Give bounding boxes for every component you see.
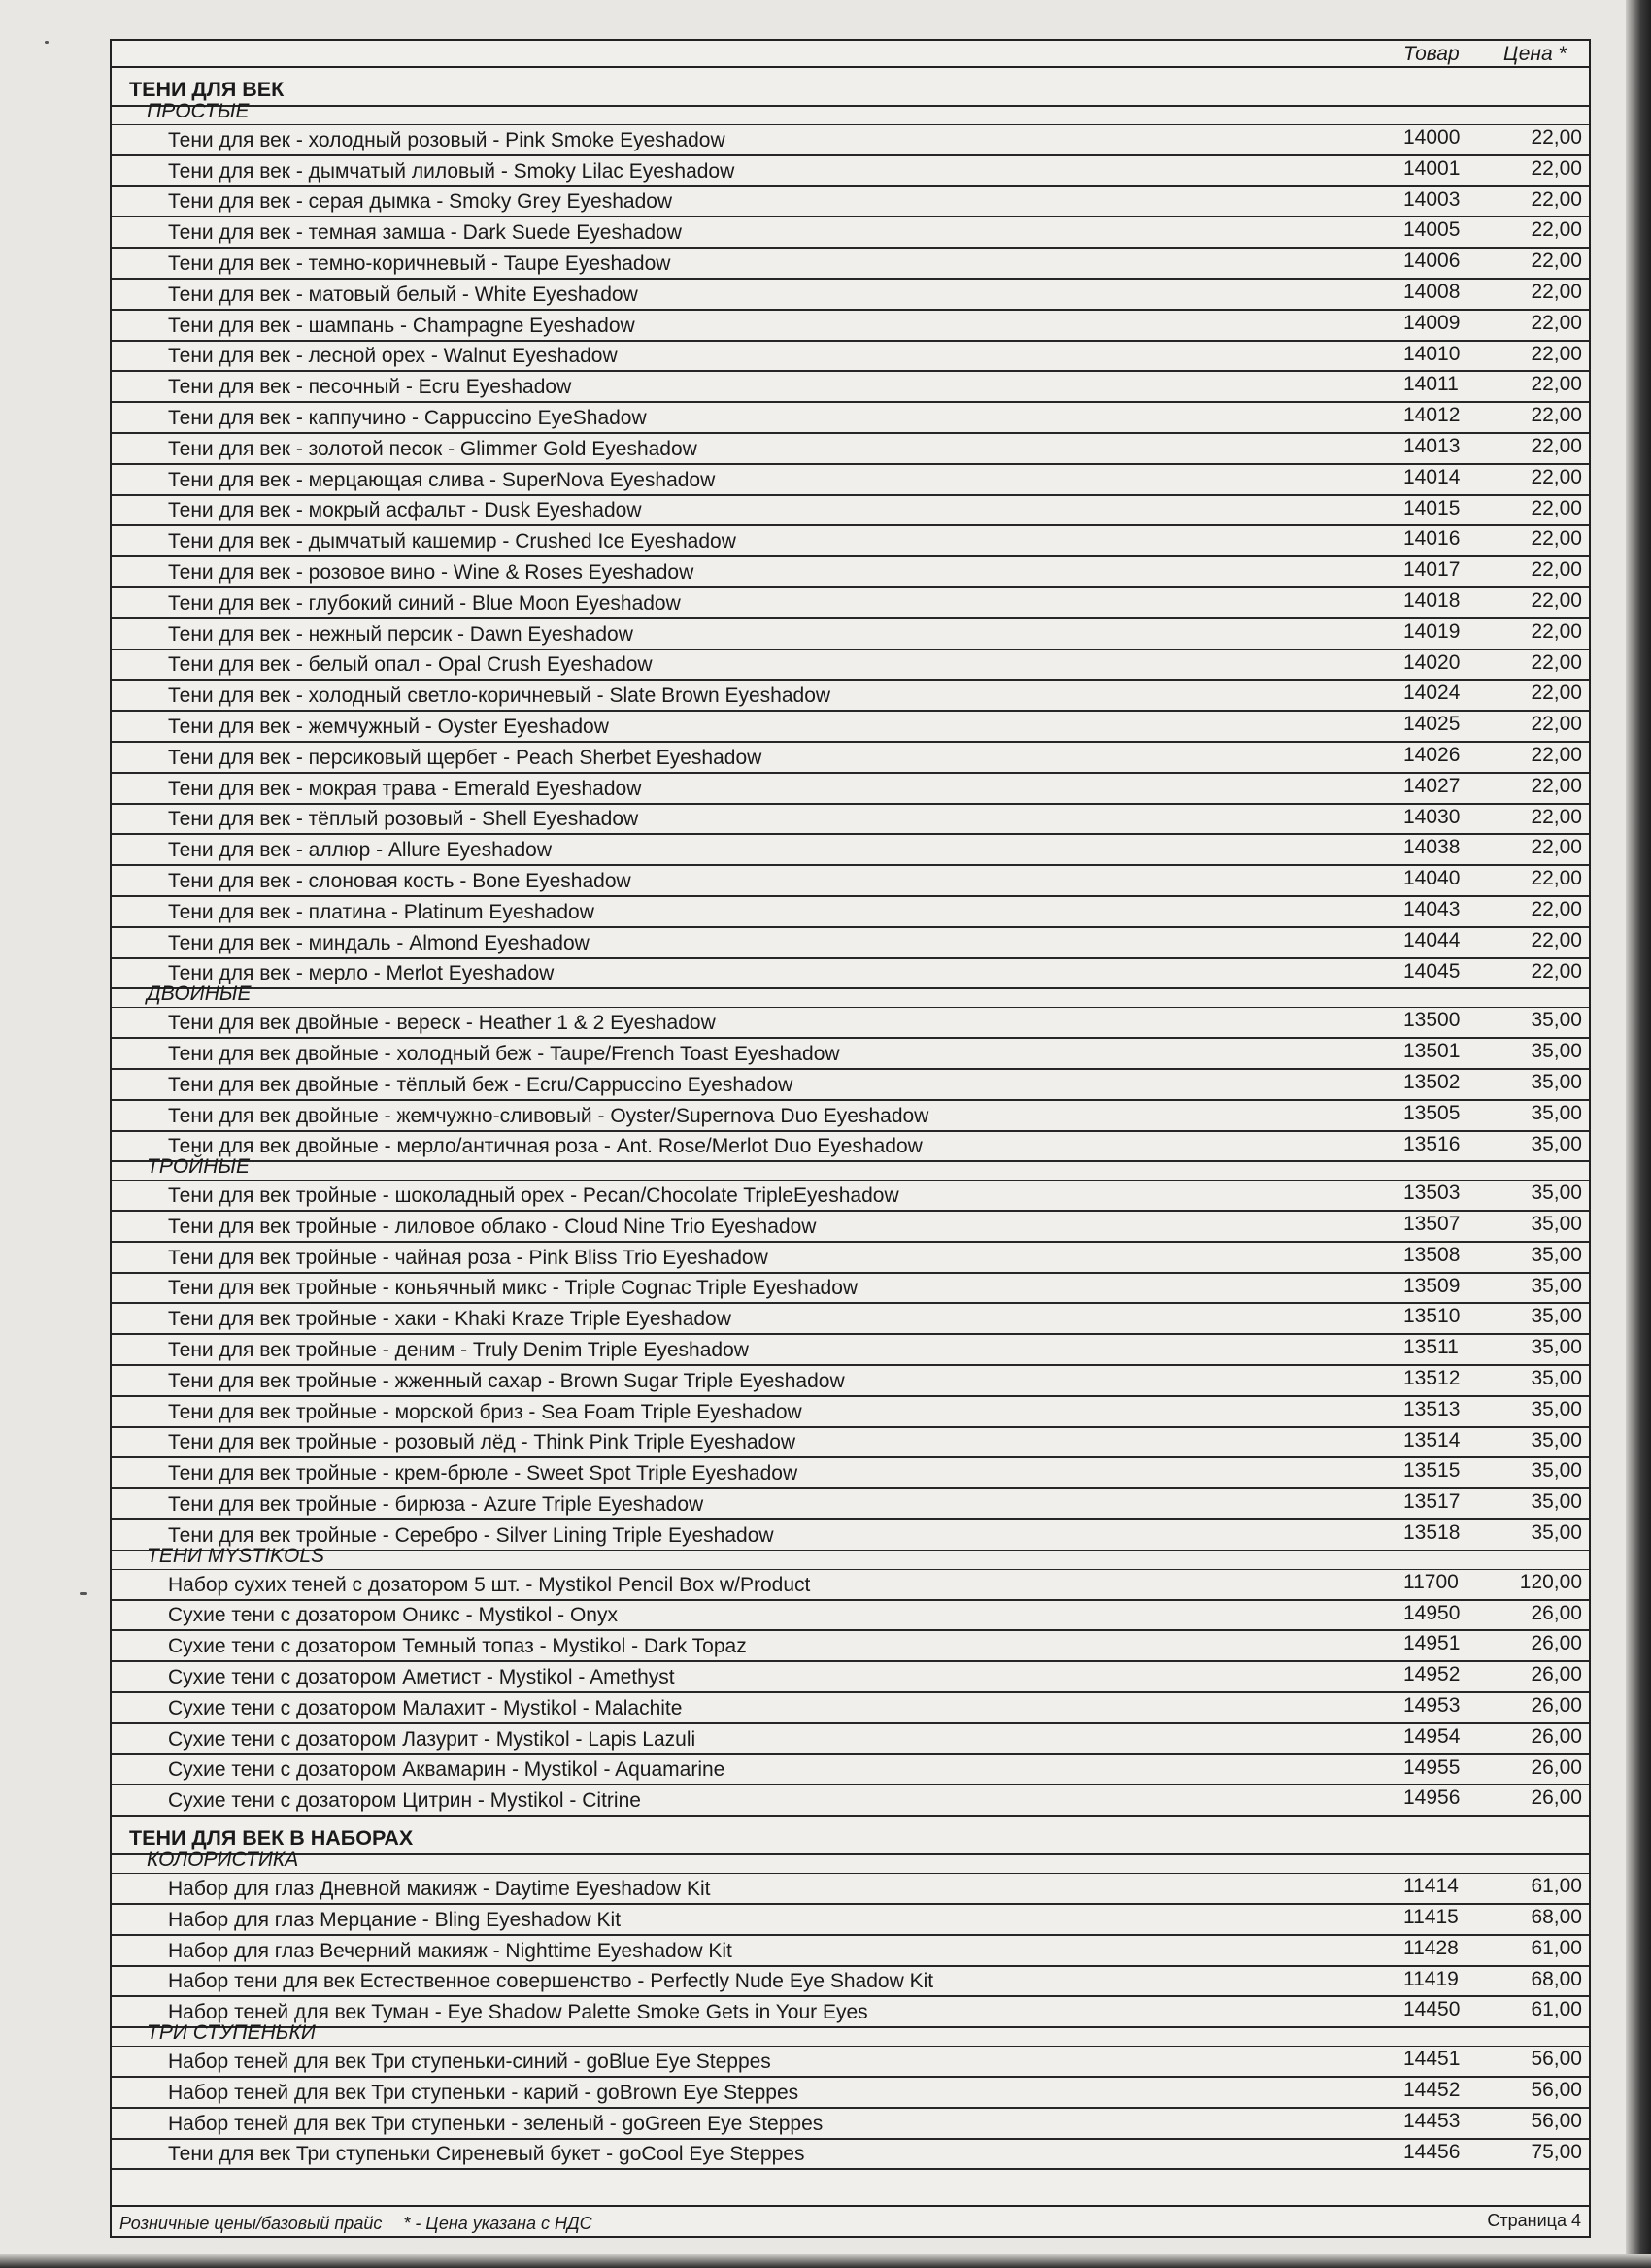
table-row xyxy=(112,681,1589,712)
table-row xyxy=(112,1785,1589,1817)
product-price: 35,00 xyxy=(1531,1182,1582,1205)
product-name: Сухие тени с дозатором Темный топаз - Mystikol - Dark Topaz xyxy=(168,1635,747,1658)
product-code: 14009 xyxy=(1403,311,1461,334)
product-price: 22,00 xyxy=(1531,928,1582,951)
product-price: 35,00 xyxy=(1531,1305,1582,1328)
product-name: Тени для век тройные - розовый лёд - Think Pink Triple Eyeshadow xyxy=(168,1431,796,1454)
table-row xyxy=(112,280,1589,311)
product-price: 22,00 xyxy=(1531,187,1582,211)
table-row xyxy=(112,403,1589,434)
product-code: 14451 xyxy=(1403,2048,1461,2071)
product-name: Тени для век - мерло - Merlot Eyeshadow xyxy=(168,962,555,985)
product-code: 13507 xyxy=(1403,1213,1461,1236)
product-code: 14020 xyxy=(1403,650,1461,674)
product-price: 56,00 xyxy=(1531,2109,1582,2132)
table-row xyxy=(112,1070,1589,1101)
product-code: 14013 xyxy=(1403,434,1461,457)
product-name: Тени для век двойные - жемчужно-сливовый - Oyster/Supernova Duo Eyeshadow xyxy=(168,1104,929,1127)
product-price: 35,00 xyxy=(1531,1213,1582,1236)
product-price: 56,00 xyxy=(1531,2048,1582,2071)
table-row xyxy=(112,125,1589,156)
product-name: Тени для век - мокрый асфальт - Dusk Eyeshadow xyxy=(168,499,642,522)
product-code: 14011 xyxy=(1403,373,1459,396)
scan-edge-bottom xyxy=(0,2254,1651,2268)
product-price: 26,00 xyxy=(1531,1632,1582,1655)
product-name: Тени для век - белый опал - Opal Crush Eyeshadow xyxy=(168,653,653,677)
section-header-row xyxy=(112,68,1589,107)
product-price: 22,00 xyxy=(1531,280,1582,303)
subsection-title: ТРИ СТУПЕНЬКИ xyxy=(147,2021,316,2045)
product-price: 35,00 xyxy=(1531,1132,1582,1155)
table-row xyxy=(112,1662,1589,1693)
product-price: 26,00 xyxy=(1531,1663,1582,1686)
product-name: Тени для век - платина - Platinum Eyeshadow xyxy=(168,900,594,923)
product-code: 13517 xyxy=(1403,1490,1461,1514)
product-price: 35,00 xyxy=(1531,1070,1582,1093)
product-code: 14003 xyxy=(1403,187,1461,211)
product-name: Тени для век - серая дымка - Smoky Grey Eyeshadow xyxy=(168,190,673,214)
table-row xyxy=(112,1997,1589,2028)
table-row xyxy=(112,1304,1589,1335)
product-price: 22,00 xyxy=(1531,250,1582,273)
product-name: Тени для век тройные - лиловое облако - Cloud Nine Trio Eyeshadow xyxy=(168,1215,817,1238)
footer-left xyxy=(119,2214,592,2234)
product-price: 22,00 xyxy=(1531,218,1582,242)
product-price: 22,00 xyxy=(1531,156,1582,180)
product-code: 13503 xyxy=(1403,1182,1461,1205)
product-code: 11428 xyxy=(1403,1936,1459,1959)
table-row xyxy=(112,1274,1589,1305)
subsection-header-row xyxy=(112,100,1589,125)
table-row xyxy=(112,959,1589,990)
product-code: 13511 xyxy=(1403,1336,1459,1359)
product-price: 22,00 xyxy=(1531,342,1582,365)
product-code: 14951 xyxy=(1403,1632,1461,1655)
product-price: 61,00 xyxy=(1531,1936,1582,1959)
product-name: Тени для век тройные - крем-брюле - Sweet Spot Triple Eyeshadow xyxy=(168,1462,798,1485)
product-name: Тени для век - шампань - Champagne Eyeshadow xyxy=(168,314,635,337)
table-row xyxy=(112,1520,1589,1551)
product-code: 14014 xyxy=(1403,465,1461,488)
table-row xyxy=(112,311,1589,342)
product-name: Тени для век - аллюр - Allure Eyeshadow xyxy=(168,839,553,862)
product-code: 14955 xyxy=(1403,1755,1461,1779)
product-name: Тени для век Три ступеньки Сиреневый букет - goCool Eye Steppes xyxy=(168,2143,805,2166)
product-name: Набор для глаз Дневной макияж - Daytime Eyeshadow Kit xyxy=(168,1878,711,1901)
table-row xyxy=(112,1243,1589,1274)
footer-price-type: Розничные цены/базовый прайс xyxy=(119,2214,383,2233)
product-price: 22,00 xyxy=(1531,434,1582,457)
subsection-title: КОЛОРИСТИКА xyxy=(147,1849,299,1872)
product-price: 26,00 xyxy=(1531,1601,1582,1624)
table-row xyxy=(112,835,1589,866)
table-row xyxy=(112,897,1589,928)
product-code: 13502 xyxy=(1403,1070,1461,1093)
subsection-title: ТРОЙНЫЕ xyxy=(147,1155,250,1179)
product-code: 14453 xyxy=(1403,2109,1461,2132)
table-row xyxy=(112,496,1589,527)
table-row xyxy=(112,1693,1589,1724)
product-name: Тени для век - холодный светло-коричневый - Slate Brown Eyeshadow xyxy=(168,684,831,708)
product-code: 14010 xyxy=(1403,342,1461,365)
column-code-label: Товар xyxy=(1403,43,1460,65)
product-price: 22,00 xyxy=(1531,496,1582,519)
section-title: ТЕНИ ДЛЯ ВЕК xyxy=(129,78,285,101)
product-code: 14043 xyxy=(1403,897,1461,920)
table-row xyxy=(112,187,1589,218)
table-row xyxy=(112,1724,1589,1755)
product-code: 14040 xyxy=(1403,867,1461,890)
table-row xyxy=(112,619,1589,650)
product-code: 14044 xyxy=(1403,928,1461,951)
product-code: 11419 xyxy=(1403,1967,1459,1990)
product-code: 14017 xyxy=(1403,558,1461,582)
product-price: 68,00 xyxy=(1531,1967,1582,1990)
section-title: ТЕНИ ДЛЯ ВЕК В НАБОРАХ xyxy=(129,1826,414,1851)
table-row xyxy=(112,1631,1589,1662)
product-price: 35,00 xyxy=(1531,1040,1582,1063)
product-name: Набор теней для век Три ступеньки - зеленый - goGreen Eye Steppes xyxy=(168,2112,824,2135)
product-name: Сухие тени с дозатором Цитрин - Mystikol - Citrine xyxy=(168,1789,641,1813)
table-row xyxy=(112,342,1589,373)
product-code: 14001 xyxy=(1403,156,1461,180)
table-row xyxy=(112,1936,1589,1967)
product-price: 68,00 xyxy=(1531,1906,1582,1929)
product-code: 14006 xyxy=(1403,250,1461,273)
product-code: 13516 xyxy=(1403,1132,1461,1155)
product-price: 22,00 xyxy=(1531,805,1582,828)
section-header-row xyxy=(112,1817,1589,1855)
product-price: 22,00 xyxy=(1531,126,1582,149)
subsection-header-row xyxy=(112,1849,1589,1874)
product-code: 14016 xyxy=(1403,527,1461,550)
product-price: 22,00 xyxy=(1531,311,1582,334)
product-name: Тени для век тройные - бирюза - Azure Triple Eyeshadow xyxy=(168,1493,704,1517)
product-code: 14950 xyxy=(1403,1601,1461,1624)
product-price: 35,00 xyxy=(1531,1367,1582,1390)
product-price: 61,00 xyxy=(1531,1998,1582,2021)
table-row xyxy=(112,712,1589,743)
product-code: 13501 xyxy=(1403,1040,1461,1063)
product-name: Сухие тени с дозатором Малахит - Mystikol - Malachite xyxy=(168,1696,683,1719)
product-code: 14954 xyxy=(1403,1724,1461,1748)
subsection-title: ДВОИНЫЕ xyxy=(147,983,252,1006)
product-name: Тени для век - темная замша - Dark Suede Eyeshadow xyxy=(168,221,682,245)
product-name: Сухие тени с дозатором Лазурит - Mystikol - Lapis Lazuli xyxy=(168,1727,696,1751)
table-row xyxy=(112,1428,1589,1459)
table-row xyxy=(112,1458,1589,1489)
product-price: 22,00 xyxy=(1531,558,1582,582)
table-row xyxy=(112,588,1589,619)
product-code: 14452 xyxy=(1403,2079,1461,2102)
product-price: 26,00 xyxy=(1531,1694,1582,1718)
product-code: 13509 xyxy=(1403,1274,1461,1297)
product-code: 13513 xyxy=(1403,1397,1461,1420)
product-code: 11700 xyxy=(1403,1570,1459,1593)
product-code: 14000 xyxy=(1403,126,1461,149)
product-code: 14015 xyxy=(1403,496,1461,519)
product-name: Тени для век - мокрая трава - Emerald Eyeshadow xyxy=(168,777,642,800)
table-row xyxy=(112,1397,1589,1428)
table-row xyxy=(112,1132,1589,1163)
product-price: 35,00 xyxy=(1531,1243,1582,1266)
product-name: Сухие тени с дозатором Аметист - Mystikol - Amethyst xyxy=(168,1666,675,1689)
table-row xyxy=(112,217,1589,249)
table-row xyxy=(112,1570,1589,1601)
product-name: Тени для век - тёплый розовый - Shell Eyeshadow xyxy=(168,808,639,831)
product-code: 14019 xyxy=(1403,619,1461,643)
product-price: 35,00 xyxy=(1531,1397,1582,1420)
scan-speck xyxy=(80,1592,87,1595)
table-row xyxy=(112,1039,1589,1070)
subsection-title: ПРОСТЫЕ xyxy=(147,100,250,122)
product-code: 14005 xyxy=(1403,218,1461,242)
table-row xyxy=(112,650,1589,682)
product-code: 13505 xyxy=(1403,1101,1461,1124)
subsection-title: ТЕНИ MYSTIKOLS xyxy=(147,1544,325,1567)
column-header xyxy=(112,41,1589,68)
product-name: Тени для век - розовое вино - Wine & Roses Eyeshadow xyxy=(168,560,694,584)
product-code: 14952 xyxy=(1403,1663,1461,1686)
product-price: 26,00 xyxy=(1531,1755,1582,1779)
table-row xyxy=(112,1335,1589,1366)
subsection-header-row xyxy=(112,983,1589,1008)
product-name: Тени для век тройные - жженный сахар - Brown Sugar Triple Eyeshadow xyxy=(168,1369,845,1392)
product-name: Набор теней для век Три ступеньки - карий - goBrown Eye Steppes xyxy=(168,2081,799,2104)
product-price: 22,00 xyxy=(1531,836,1582,859)
product-code: 14026 xyxy=(1403,743,1461,766)
page-number: Страница 4 xyxy=(1487,2211,1581,2230)
product-code: 14953 xyxy=(1403,1694,1461,1718)
table-row xyxy=(112,434,1589,465)
column-price-label: Цена * xyxy=(1503,43,1567,65)
table-row xyxy=(112,1489,1589,1520)
product-name: Набор теней для век Туман - Eye Shadow Palette Smoke Gets in Your Eyes xyxy=(168,2001,868,2024)
table-row xyxy=(112,372,1589,403)
product-price: 26,00 xyxy=(1531,1786,1582,1810)
product-name: Тени для век - матовый белый - White Eyeshadow xyxy=(168,283,638,306)
product-name: Тени для век - темно-коричневый - Taupe Eyeshadow xyxy=(168,251,671,275)
table-row xyxy=(112,2140,1589,2171)
table-row xyxy=(112,1181,1589,1212)
product-price: 35,00 xyxy=(1531,1490,1582,1514)
table-row xyxy=(112,465,1589,496)
product-name: Тени для век тройные - морской бриз - Sea Foam Triple Eyeshadow xyxy=(168,1400,802,1423)
product-name: Тени для век - дымчатый кашемир - Crushed Ice Eyeshadow xyxy=(168,530,736,553)
product-price: 35,00 xyxy=(1531,1521,1582,1545)
product-name: Тени для век двойные - холодный беж - Taupe/French Toast Eyeshadow xyxy=(168,1042,840,1065)
table-row xyxy=(112,928,1589,959)
price-table xyxy=(112,68,1589,2170)
product-price: 22,00 xyxy=(1531,867,1582,890)
product-name: Тени для век - персиковый щербет - Peach Sherbet Eyeshadow xyxy=(168,746,762,769)
product-code: 14012 xyxy=(1403,404,1461,427)
product-price: 22,00 xyxy=(1531,774,1582,797)
table-row xyxy=(112,1905,1589,1936)
product-name: Тени для век тройные - хаки - Khaki Kraze Triple Eyeshadow xyxy=(168,1308,731,1331)
product-name: Тени для век - дымчатый лиловый - Smoky Lilac Eyeshadow xyxy=(168,159,735,183)
product-name: Тени для век двойные - мерло/античная роза - Ant. Rose/Merlot Duo Eyeshadow xyxy=(168,1135,923,1158)
product-code: 14008 xyxy=(1403,280,1461,303)
product-code: 14450 xyxy=(1403,1998,1461,2021)
product-name: Набор сухих теней с дозатором 5 шт. - Mystikol Pencil Box w/Product xyxy=(168,1573,811,1596)
table-row xyxy=(112,1366,1589,1397)
product-price: 35,00 xyxy=(1531,1101,1582,1124)
table-row xyxy=(112,1601,1589,1632)
table-row xyxy=(112,2078,1589,2109)
product-price: 26,00 xyxy=(1531,1724,1582,1748)
product-price: 22,00 xyxy=(1531,588,1582,612)
product-price: 22,00 xyxy=(1531,465,1582,488)
product-name: Тени для век тройные - шоколадный орех - Pecan/Chocolate TripleEyeshadow xyxy=(168,1184,899,1208)
product-name: Тени для век - лесной орех - Walnut Eyeshadow xyxy=(168,345,618,368)
product-name: Тени для век - нежный персик - Dawn Eyeshadow xyxy=(168,622,633,646)
table-row xyxy=(112,774,1589,805)
product-code: 14045 xyxy=(1403,959,1461,983)
table-row xyxy=(112,2109,1589,2140)
product-price: 35,00 xyxy=(1531,1459,1582,1483)
subsection-header-row xyxy=(112,1544,1589,1570)
product-name: Тени для век - глубокий синий - Blue Moon Eyeshadow xyxy=(168,591,681,615)
product-name: Набор для глаз Мерцание - Bling Eyeshadow Kit xyxy=(168,1908,622,1931)
table-row xyxy=(112,1101,1589,1132)
product-code: 13515 xyxy=(1403,1459,1461,1483)
product-code: 14027 xyxy=(1403,774,1461,797)
product-code: 13512 xyxy=(1403,1367,1461,1390)
product-code: 14024 xyxy=(1403,682,1461,705)
page-footer xyxy=(112,2205,1589,2236)
product-name: Тени для век двойные - тёплый беж - Ecru/Cappuccino Eyeshadow xyxy=(168,1073,793,1096)
product-name: Тени для век двойные - вереск - Heather 1 & 2 Eyeshadow xyxy=(168,1012,716,1035)
product-price: 22,00 xyxy=(1531,527,1582,550)
subsection-header-row xyxy=(112,1155,1589,1181)
product-code: 11415 xyxy=(1403,1906,1459,1929)
price-list-page xyxy=(110,39,1591,2238)
product-price: 35,00 xyxy=(1531,1428,1582,1451)
product-code: 14030 xyxy=(1403,805,1461,828)
product-name: Тени для век тройные - коньячный микс - Triple Cognac Triple Eyeshadow xyxy=(168,1277,859,1300)
table-row xyxy=(112,156,1589,187)
product-name: Набор теней для век Три ступеньки-синий - goBlue Eye Steppes xyxy=(168,2051,771,2074)
product-code: 13518 xyxy=(1403,1521,1461,1545)
product-name: Тени для век - миндаль - Almond Eyeshadow xyxy=(168,931,590,954)
product-price: 22,00 xyxy=(1531,619,1582,643)
product-price: 61,00 xyxy=(1531,1875,1582,1898)
product-name: Тени для век тройные - чайная роза - Pink Bliss Trio Eyeshadow xyxy=(168,1246,768,1269)
product-code: 14018 xyxy=(1403,588,1461,612)
product-code: 11414 xyxy=(1403,1875,1459,1898)
table-row xyxy=(112,805,1589,836)
product-code: 13514 xyxy=(1403,1428,1461,1451)
product-name: Тени для век - золотой песок - Glimmer Gold Eyeshadow xyxy=(168,437,697,460)
subsection-header-row xyxy=(112,2021,1589,2047)
product-price: 35,00 xyxy=(1531,1336,1582,1359)
product-code: 13500 xyxy=(1403,1009,1461,1032)
product-name: Набор для глаз Вечерний макияж - Nighttime Eyeshadow Kit xyxy=(168,1939,732,1962)
scan-edge-right xyxy=(1626,0,1651,2268)
table-row xyxy=(112,1008,1589,1039)
product-name: Тени для век - слоновая кость - Bone Eyeshadow xyxy=(168,869,631,892)
product-name: Тени для век - жемчужный - Oyster Eyeshadow xyxy=(168,715,609,738)
product-name: Тени для век тройные - деним - Truly Denim Triple Eyeshadow xyxy=(168,1339,749,1362)
product-name: Тени для век - каппучино - Cappuccino EyeShadow xyxy=(168,406,647,429)
product-code: 14025 xyxy=(1403,713,1461,736)
product-code: 14038 xyxy=(1403,836,1461,859)
product-name: Тени для век - мерцающая слива - SuperNova Eyeshadow xyxy=(168,468,716,491)
product-price: 22,00 xyxy=(1531,713,1582,736)
table-row xyxy=(112,743,1589,774)
product-code: 13508 xyxy=(1403,1243,1461,1266)
product-name: Сухие тени с дозатором Оникс - Mystikol - Onyx xyxy=(168,1604,618,1627)
table-row xyxy=(112,1212,1589,1243)
product-price: 75,00 xyxy=(1531,2140,1582,2163)
table-row xyxy=(112,1874,1589,1905)
product-price: 22,00 xyxy=(1531,959,1582,983)
product-name: Тени для век - холодный розовый - Pink Smoke Eyeshadow xyxy=(168,128,725,151)
product-code: 13510 xyxy=(1403,1305,1461,1328)
product-price: 22,00 xyxy=(1531,373,1582,396)
product-code: 14456 xyxy=(1403,2140,1461,2163)
product-price: 22,00 xyxy=(1531,743,1582,766)
table-row xyxy=(112,557,1589,588)
product-price: 22,00 xyxy=(1531,650,1582,674)
product-name: Тени для век тройные - Серебро - Silver Lining Triple Eyeshadow xyxy=(168,1523,774,1547)
product-code: 14956 xyxy=(1403,1786,1461,1810)
table-row xyxy=(112,526,1589,557)
product-price: 22,00 xyxy=(1531,404,1582,427)
product-price: 22,00 xyxy=(1531,897,1582,920)
table-row xyxy=(112,1967,1589,1998)
product-name: Сухие тени с дозатором Аквамарин - Mystikol - Aquamarine xyxy=(168,1758,725,1782)
scan-speck xyxy=(45,41,49,44)
product-price: 35,00 xyxy=(1531,1009,1582,1032)
table-row xyxy=(112,866,1589,897)
footer-vat-note: * - Цена указана с НДС xyxy=(403,2214,592,2233)
product-price: 35,00 xyxy=(1531,1274,1582,1297)
product-name: Набор тени для век Естественное совершенство - Perfectly Nude Eye Shadow Kit xyxy=(168,1970,934,1993)
table-row xyxy=(112,2047,1589,2078)
product-price: 56,00 xyxy=(1531,2079,1582,2102)
table-row xyxy=(112,249,1589,280)
table-row xyxy=(112,1755,1589,1786)
product-name: Тени для век - песочный - Ecru Eyeshadow xyxy=(168,376,572,399)
product-price: 22,00 xyxy=(1531,682,1582,705)
product-price: 120,00 xyxy=(1519,1570,1582,1593)
